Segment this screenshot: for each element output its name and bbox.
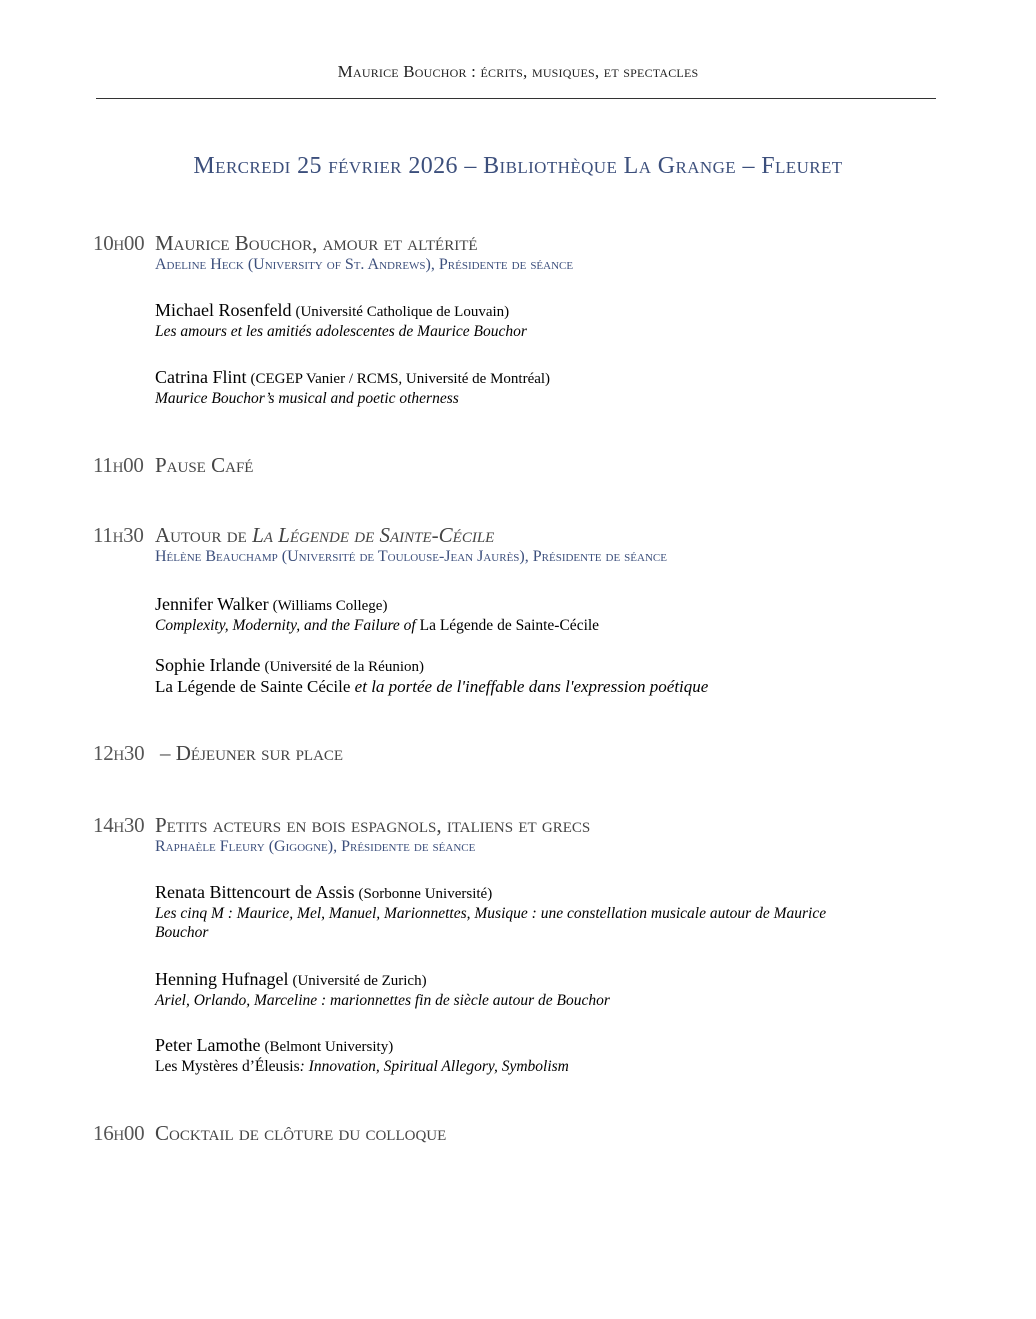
talk-bittencourt (155, 882, 915, 942)
session-title-prefix: Autour de (155, 523, 253, 547)
speaker-name: Catrina Flint (155, 367, 247, 387)
session-title: Petits acteurs en bois espagnols, italiens et grecs (155, 813, 591, 837)
speaker-affiliation: (Williams College) (272, 598, 388, 614)
running-header: Maurice Bouchor : écrits, musiques, et spectacles (337, 62, 699, 81)
session-time: 10h00 (93, 231, 145, 255)
talk-title: Les amours et les amitiés adolescentes de Maurice Bouchor (155, 323, 527, 340)
talk-title-line-2: Bouchor (155, 924, 209, 941)
day-heading: Mercredi 25 février 2026 – Bibliothèque La Grange – Fleuret (193, 153, 843, 179)
talk-rosenfeld (155, 300, 915, 341)
talk-hufnagel (155, 969, 915, 1010)
session-title: – Déjeuner sur place (160, 741, 344, 765)
talk-flint (155, 367, 915, 408)
session-chair: Raphaèle Fleury (Gigogne), Présidente de séance (155, 838, 476, 855)
speaker-affiliation: (Université de la Réunion) (264, 659, 425, 675)
talk-title-prefix: Complexity, Modernity, and the Failure of (155, 617, 420, 634)
session-title: Cocktail de clôture du colloque (155, 1121, 447, 1145)
talk-lamothe (155, 1035, 915, 1076)
talk-title-line-1: Les cinq M : Maurice, Mel, Manuel, Marionnettes, Musique : une constellation musicale autour de Maurice (155, 905, 827, 922)
talk-title (155, 677, 915, 696)
session-time: 12h30 (93, 741, 145, 765)
speaker-name: Jennifer Walker (155, 594, 269, 614)
talk-walker (155, 594, 915, 635)
session-title: Maurice Bouchor, amour et altérité (155, 231, 478, 255)
talk-title-suffix: et la portée de l'ineffable dans l'expression poétique (350, 677, 709, 696)
talk-title (155, 616, 915, 635)
speaker-affiliation: (Université de Zurich) (292, 973, 427, 989)
talk-title-work: La Légende de Sainte-Cécile (419, 617, 600, 634)
speaker-affiliation: (CEGEP Vanier / RCMS, Université de Montréal) (250, 371, 551, 387)
header-rule (96, 98, 936, 99)
talk-title (155, 904, 915, 942)
speaker-affiliation: (Université Catholique de Louvain) (295, 304, 510, 320)
speaker-affiliation: (Sorbonne Université) (358, 886, 493, 902)
talk-title (155, 1057, 915, 1076)
speaker-name: Sophie Irlande (155, 655, 261, 675)
session-time: 16h00 (93, 1121, 145, 1145)
talk-title-suffix: : Innovation, Spiritual Allegory, Symbolism (299, 1058, 569, 1075)
talk-title: Ariel, Orlando, Marceline : marionnettes fin de siècle autour de Bouchor (155, 992, 610, 1009)
talk-title-work: Les Mystères d’Éleusis (155, 1058, 300, 1075)
session-title (155, 523, 494, 548)
session-time: 11h30 (93, 523, 144, 547)
speaker-name: Renata Bittencourt de Assis (155, 882, 355, 902)
session-chair: Adeline Heck (University of St. Andrews), Présidente de séance (155, 256, 574, 273)
speaker-name: Michael Rosenfeld (155, 300, 292, 320)
session-title: Pause Café (155, 453, 254, 477)
speaker-name: Henning Hufnagel (155, 969, 289, 989)
session-chair: Hélène Beauchamp (Université de Toulouse-Jean Jaurès), Présidente de séance (155, 548, 667, 565)
talk-title-work: La Légende de Sainte Cécile (155, 677, 351, 696)
session-title-work: La Légende de Sainte-Cécile (252, 523, 495, 547)
talk-irlande (155, 655, 915, 696)
talk-title: Maurice Bouchor’s musical and poetic otherness (155, 390, 459, 407)
session-time: 14h30 (93, 813, 145, 837)
session-time: 11h00 (93, 453, 144, 477)
speaker-affiliation: (Belmont University) (264, 1039, 394, 1055)
speaker-name: Peter Lamothe (155, 1035, 261, 1055)
